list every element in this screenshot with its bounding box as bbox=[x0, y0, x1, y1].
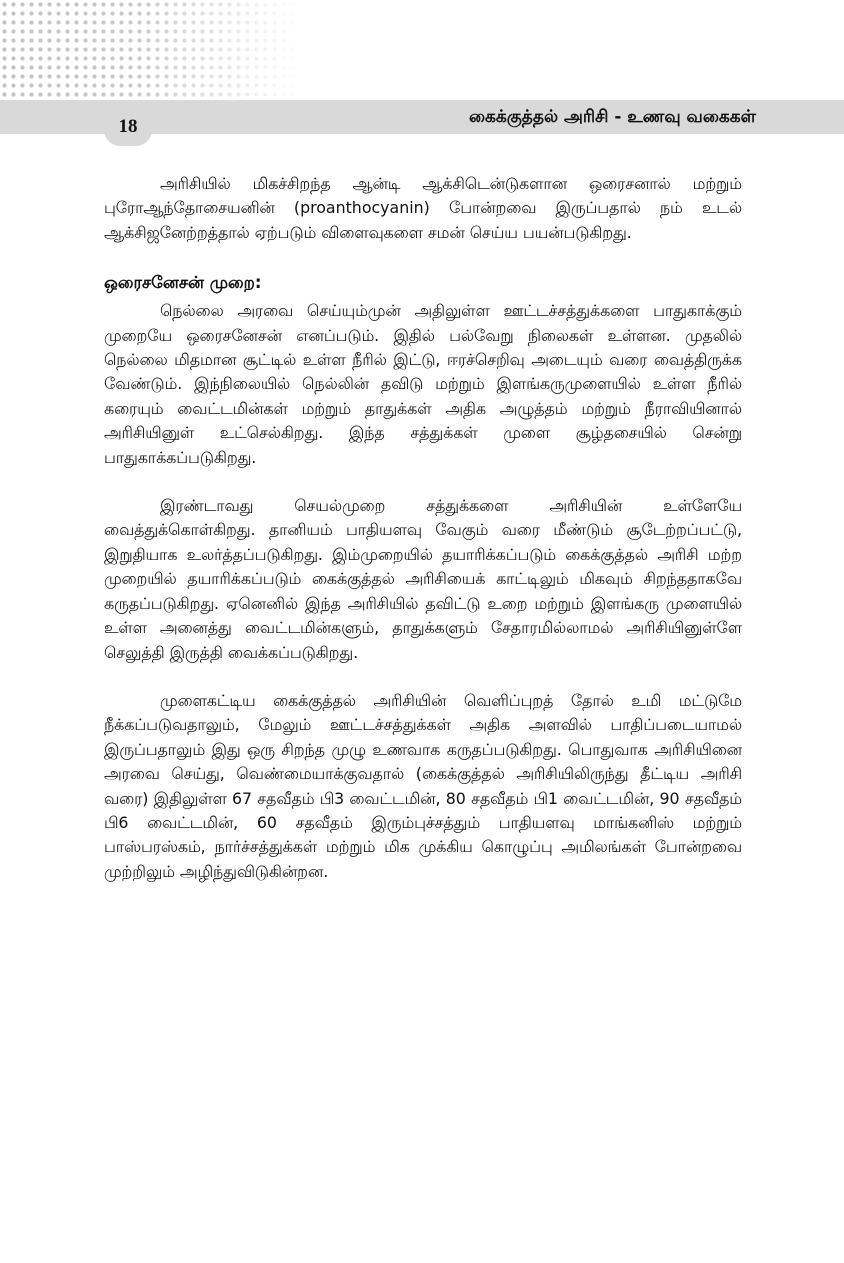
halftone-decoration bbox=[0, 0, 300, 100]
paragraph-2: இரண்டாவது செயல்முறை சத்துக்களை அரிசியின் உள்ளேயே வைத்துக்கொள்கிறது. தானியம் பாதியளவு வேகும் வரை மீண்டும் சூடேற்றப்பட்டு, இறுதியாக உலர்த்தப்படுகிறது. இம்முறையில் தயாரிக்கப்படும் கைக்குத்தல் அரிசி மற்ற முறையில் தயாரிக்கப்படும் கைக்குத்தல் அரிசியைக் காட்டிலும் மிகவும் சிறந்ததாகவே கருதப்படுகிறது. ஏனெனில் இந்த அரிசியில் தவிட்டு உறை மற்றும் இளங்கரு முளையில் உள்ள அனைத்து வைட்டமின்களும், தாதுக்களும் சேதாரமில்லாமல் அரிசியினுள்ளே செலுத்தி இருத்தி வைக்கப்படுகிறது. bbox=[104, 496, 742, 662]
intro-paragraph: அரிசியில் மிகச்சிறந்த ஆன்டி ஆக்சிடென்டுகளான ஒரைசனால் மற்றும் புரோஆந்தோசையனின் (proanthocyanin) போன்றவை இருப்பதால் நம் உடல் ஆக்சிஜனேற்றத்தால் ஏற்படும் விளைவுகளை சமன் செய்ய பயன்படுகிறது. bbox=[104, 174, 742, 242]
paragraph-3: முளைகட்டிய கைக்குத்தல் அரிசியின் வெளிப்புறத் தோல் உமி மட்டுமே நீக்கப்படுவதாலும், மேலும் ஊட்டச்சத்துக்கள் அதிக அளவில் பாதிப்படையாமல் இருப்பதாலும் இது ஒரு சிறந்த முழு உணவாக கருதப்படுகிறது. பொதுவாக அரிசியினை அரவை செய்து, வெண்மையாக்குவதால் (கைக்குத்தல் அரிசியிலிருந்து தீட்டிய அரிசி வரை) இதிலுள்ள 67 சதவீதம் பி3 வைட்டமின், 80 சதவீதம் பி1 வைட்டமின், 90 சதவீதம் பி6 வைட்டமின், 60 சதவீதம் இரும்புச்சத்தும் பாதியளவு மாங்கனிஸ் மற்றும் பாஸ்பரஸ்கம், நார்ச்சத்துக்கள் மற்றும் மிக முக்கிய கொழுப்பு அமிலங்கள் போன்றவை முற்றிலும் அழிந்துவிடுகின்றன. bbox=[104, 690, 742, 881]
running-title: கைக்குத்தல் அரிசி - உணவு வகைகள் bbox=[468, 107, 756, 127]
section-heading: ஒரைசனேசன் முறை: bbox=[104, 273, 262, 293]
page-number: 18 bbox=[118, 116, 138, 137]
page-body bbox=[104, 172, 742, 884]
paragraph-1: நெல்லை அரவை செய்யும்முன் அதிலுள்ள ஊட்டச்சத்துக்களை பாதுகாக்கும் முறையே ஒரைசனேசன் எனப்படும். இதில் பல்வேறு நிலைகள் உள்ளன. முதலில் நெல்லை மிதமான சூட்டில் உள்ள நீரில் இட்டு, ஈரச்செறிவு அடையும் வரை வைத்திருக்க வேண்டும். இந்நிலையில் நெல்லின் தவிடு மற்றும் இளங்கருமுளையில் உள்ள நீரில் கரையும் வைட்டமின்கள் மற்றும் தாதுக்கள் அதிக அழுத்தம் மற்றும் நீராவியினால் அரிசியினுள் உட்செல்கிறது. இந்த சத்துக்கள் முளை சூழ்தசையில் சென்று பாதுகாக்கப்படுகிறது. bbox=[104, 301, 742, 467]
